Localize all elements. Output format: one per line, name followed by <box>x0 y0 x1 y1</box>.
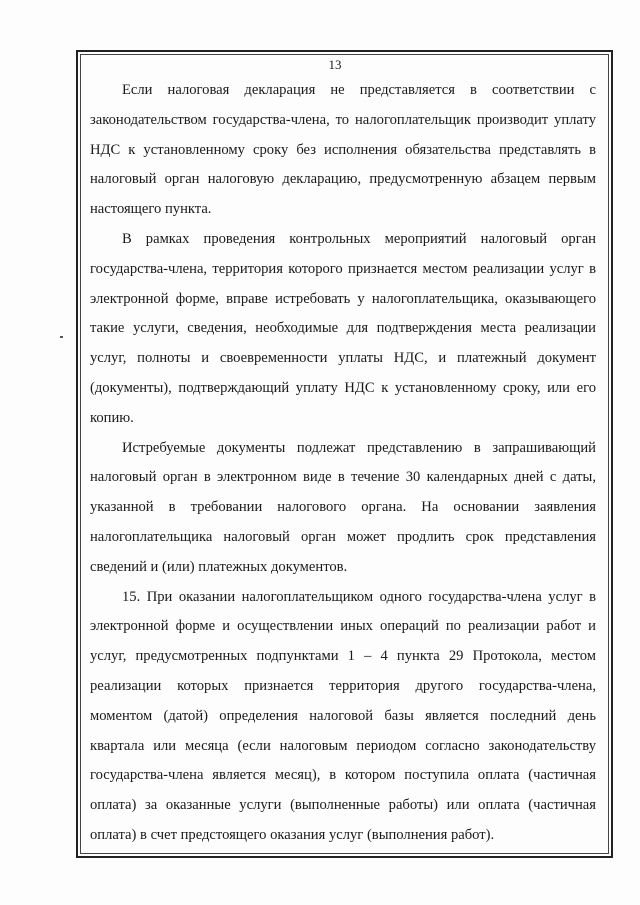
document-body <box>90 76 596 851</box>
paragraph-clause-15: 15. При оказании налогоплательщиком одного государства-члена услуг в электронной форме и осуществлении иных операций по реализации работ и услуг, предусмотренных подпунктами 1 – 4 пункта 29 Протокола, местом реализации которых признается территория другого государства-члена, моментом (датой) определения налоговой базы является последний день квартала или месяца (если налоговым периодом согласно законодательству государства-члена является месяц), в котором поступила оплата (частичная оплата) за оказанные услуги (выполненные работы) или оплата (частичная оплата) в счет предстоящего оказания услуг (выполнения работ). <box>90 588 596 843</box>
paragraph-control-measures: В рамках проведения контрольных мероприятий налоговый орган государства-члена, территория которого признается местом реализации услуг в электронной форме, вправе истребовать у налогоплательщика, оказывающего такие услуги, сведения, необходимые для подтверждения места реализации услуг, полноты и своевременности уплаты НДС, и платежный документ (документы), подтверждающий уплату НДС к установленному сроку, или его копию. <box>90 230 596 426</box>
page-number: 13 <box>328 57 342 72</box>
paragraph-declaration: Если налоговая декларация не представляется в соответствии с законодательством государства-члена, то налогоплательщик производит уплату НДС к установленному сроку без исполнения обязательства представлять в налоговый орган налоговую декларацию, предусмотренную абзацем первым настоящего пункта. <box>90 82 596 218</box>
paragraph-requested-documents: Истребуемые документы подлежат представлению в запрашивающий налоговый орган в электронном виде в течение 30 календарных дней с даты, указанной в требовании налогового органа. На основании заявления налогоплательщика налоговый орган может продлить срок представления сведений и (или) платежных документов. <box>90 439 596 575</box>
scan-artifact-mark <box>60 336 63 338</box>
